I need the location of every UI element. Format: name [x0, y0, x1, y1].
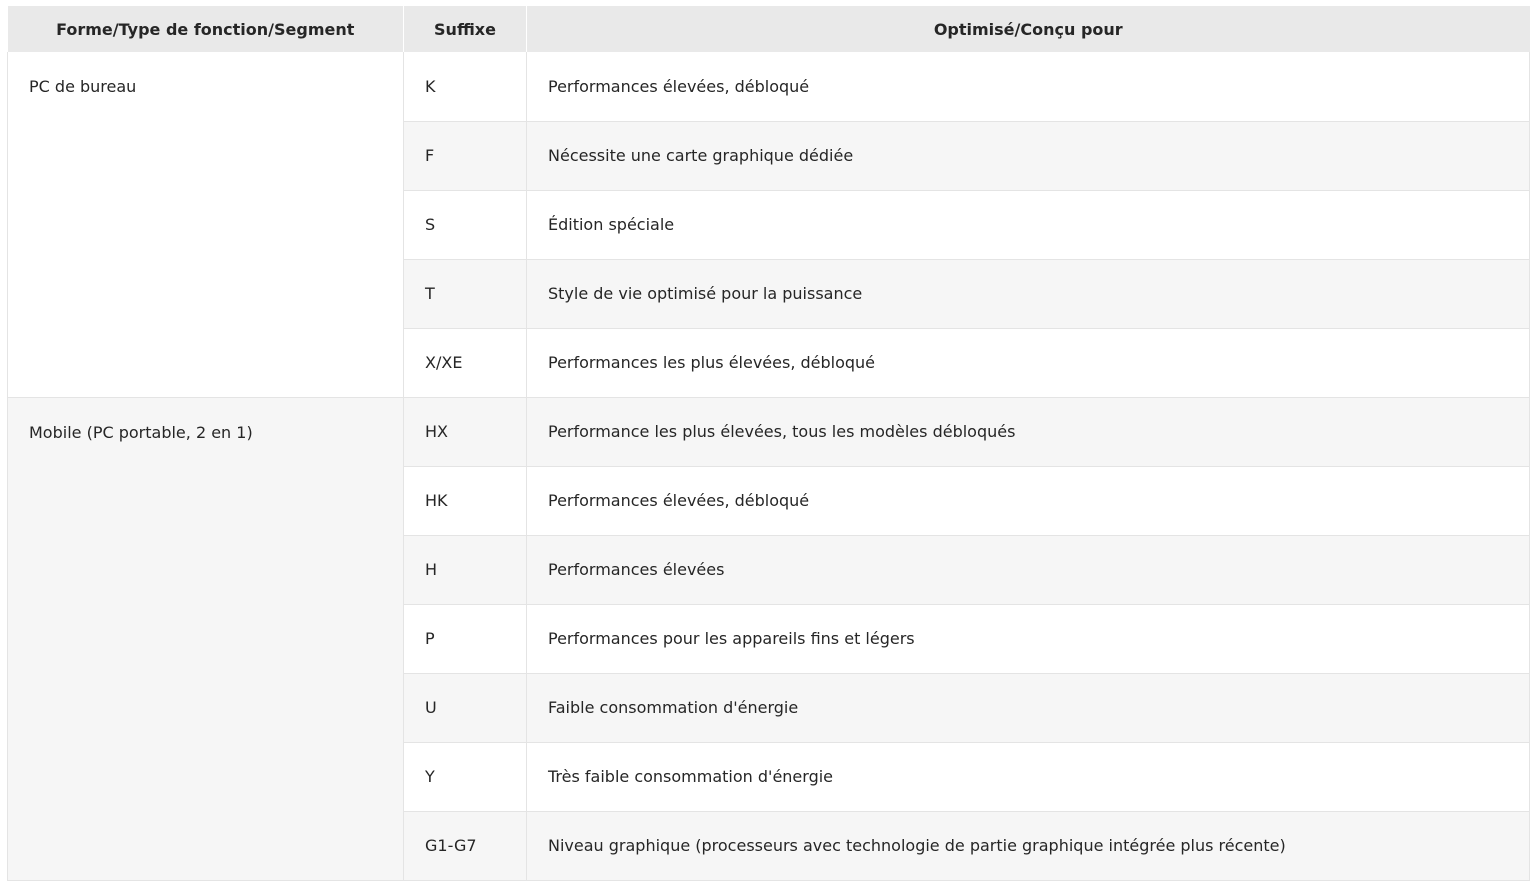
- description-cell: Performances pour les appareils fins et légers: [527, 604, 1530, 673]
- suffix-table-container: [7, 6, 1529, 881]
- header-suffix: Suffixe: [404, 6, 527, 52]
- suffix-cell: K: [404, 52, 527, 121]
- suffix-cell: T: [404, 259, 527, 328]
- description-cell: Performance les plus élevées, tous les modèles débloqués: [527, 397, 1530, 466]
- processor-suffix-table: [7, 6, 1530, 881]
- suffix-cell: S: [404, 190, 527, 259]
- description-cell: Performances les plus élevées, débloqué: [527, 328, 1530, 397]
- description-cell: Édition spéciale: [527, 190, 1530, 259]
- segment-desktop: PC de bureau: [8, 52, 404, 397]
- segment-mobile: Mobile (PC portable, 2 en 1): [8, 397, 404, 880]
- suffix-cell: U: [404, 673, 527, 742]
- description-cell: Faible consommation d'énergie: [527, 673, 1530, 742]
- suffix-cell: F: [404, 121, 527, 190]
- suffix-cell: Y: [404, 742, 527, 811]
- description-cell: Performances élevées, débloqué: [527, 466, 1530, 535]
- suffix-cell: HX: [404, 397, 527, 466]
- table-row: [8, 397, 1530, 466]
- description-cell: Performances élevées: [527, 535, 1530, 604]
- table-header-row: [8, 6, 1530, 52]
- table-row: [8, 52, 1530, 121]
- suffix-cell: X/XE: [404, 328, 527, 397]
- description-cell: Niveau graphique (processeurs avec technologie de partie graphique intégrée plus récente): [527, 811, 1530, 880]
- suffix-cell: H: [404, 535, 527, 604]
- description-cell: Performances élevées, débloqué: [527, 52, 1530, 121]
- suffix-cell: HK: [404, 466, 527, 535]
- header-optimized-for: Optimisé/Conçu pour: [527, 6, 1530, 52]
- description-cell: Style de vie optimisé pour la puissance: [527, 259, 1530, 328]
- suffix-cell: P: [404, 604, 527, 673]
- header-segment: Forme/Type de fonction/Segment: [8, 6, 404, 52]
- suffix-cell: G1-G7: [404, 811, 527, 880]
- description-cell: Nécessite une carte graphique dédiée: [527, 121, 1530, 190]
- description-cell: Très faible consommation d'énergie: [527, 742, 1530, 811]
